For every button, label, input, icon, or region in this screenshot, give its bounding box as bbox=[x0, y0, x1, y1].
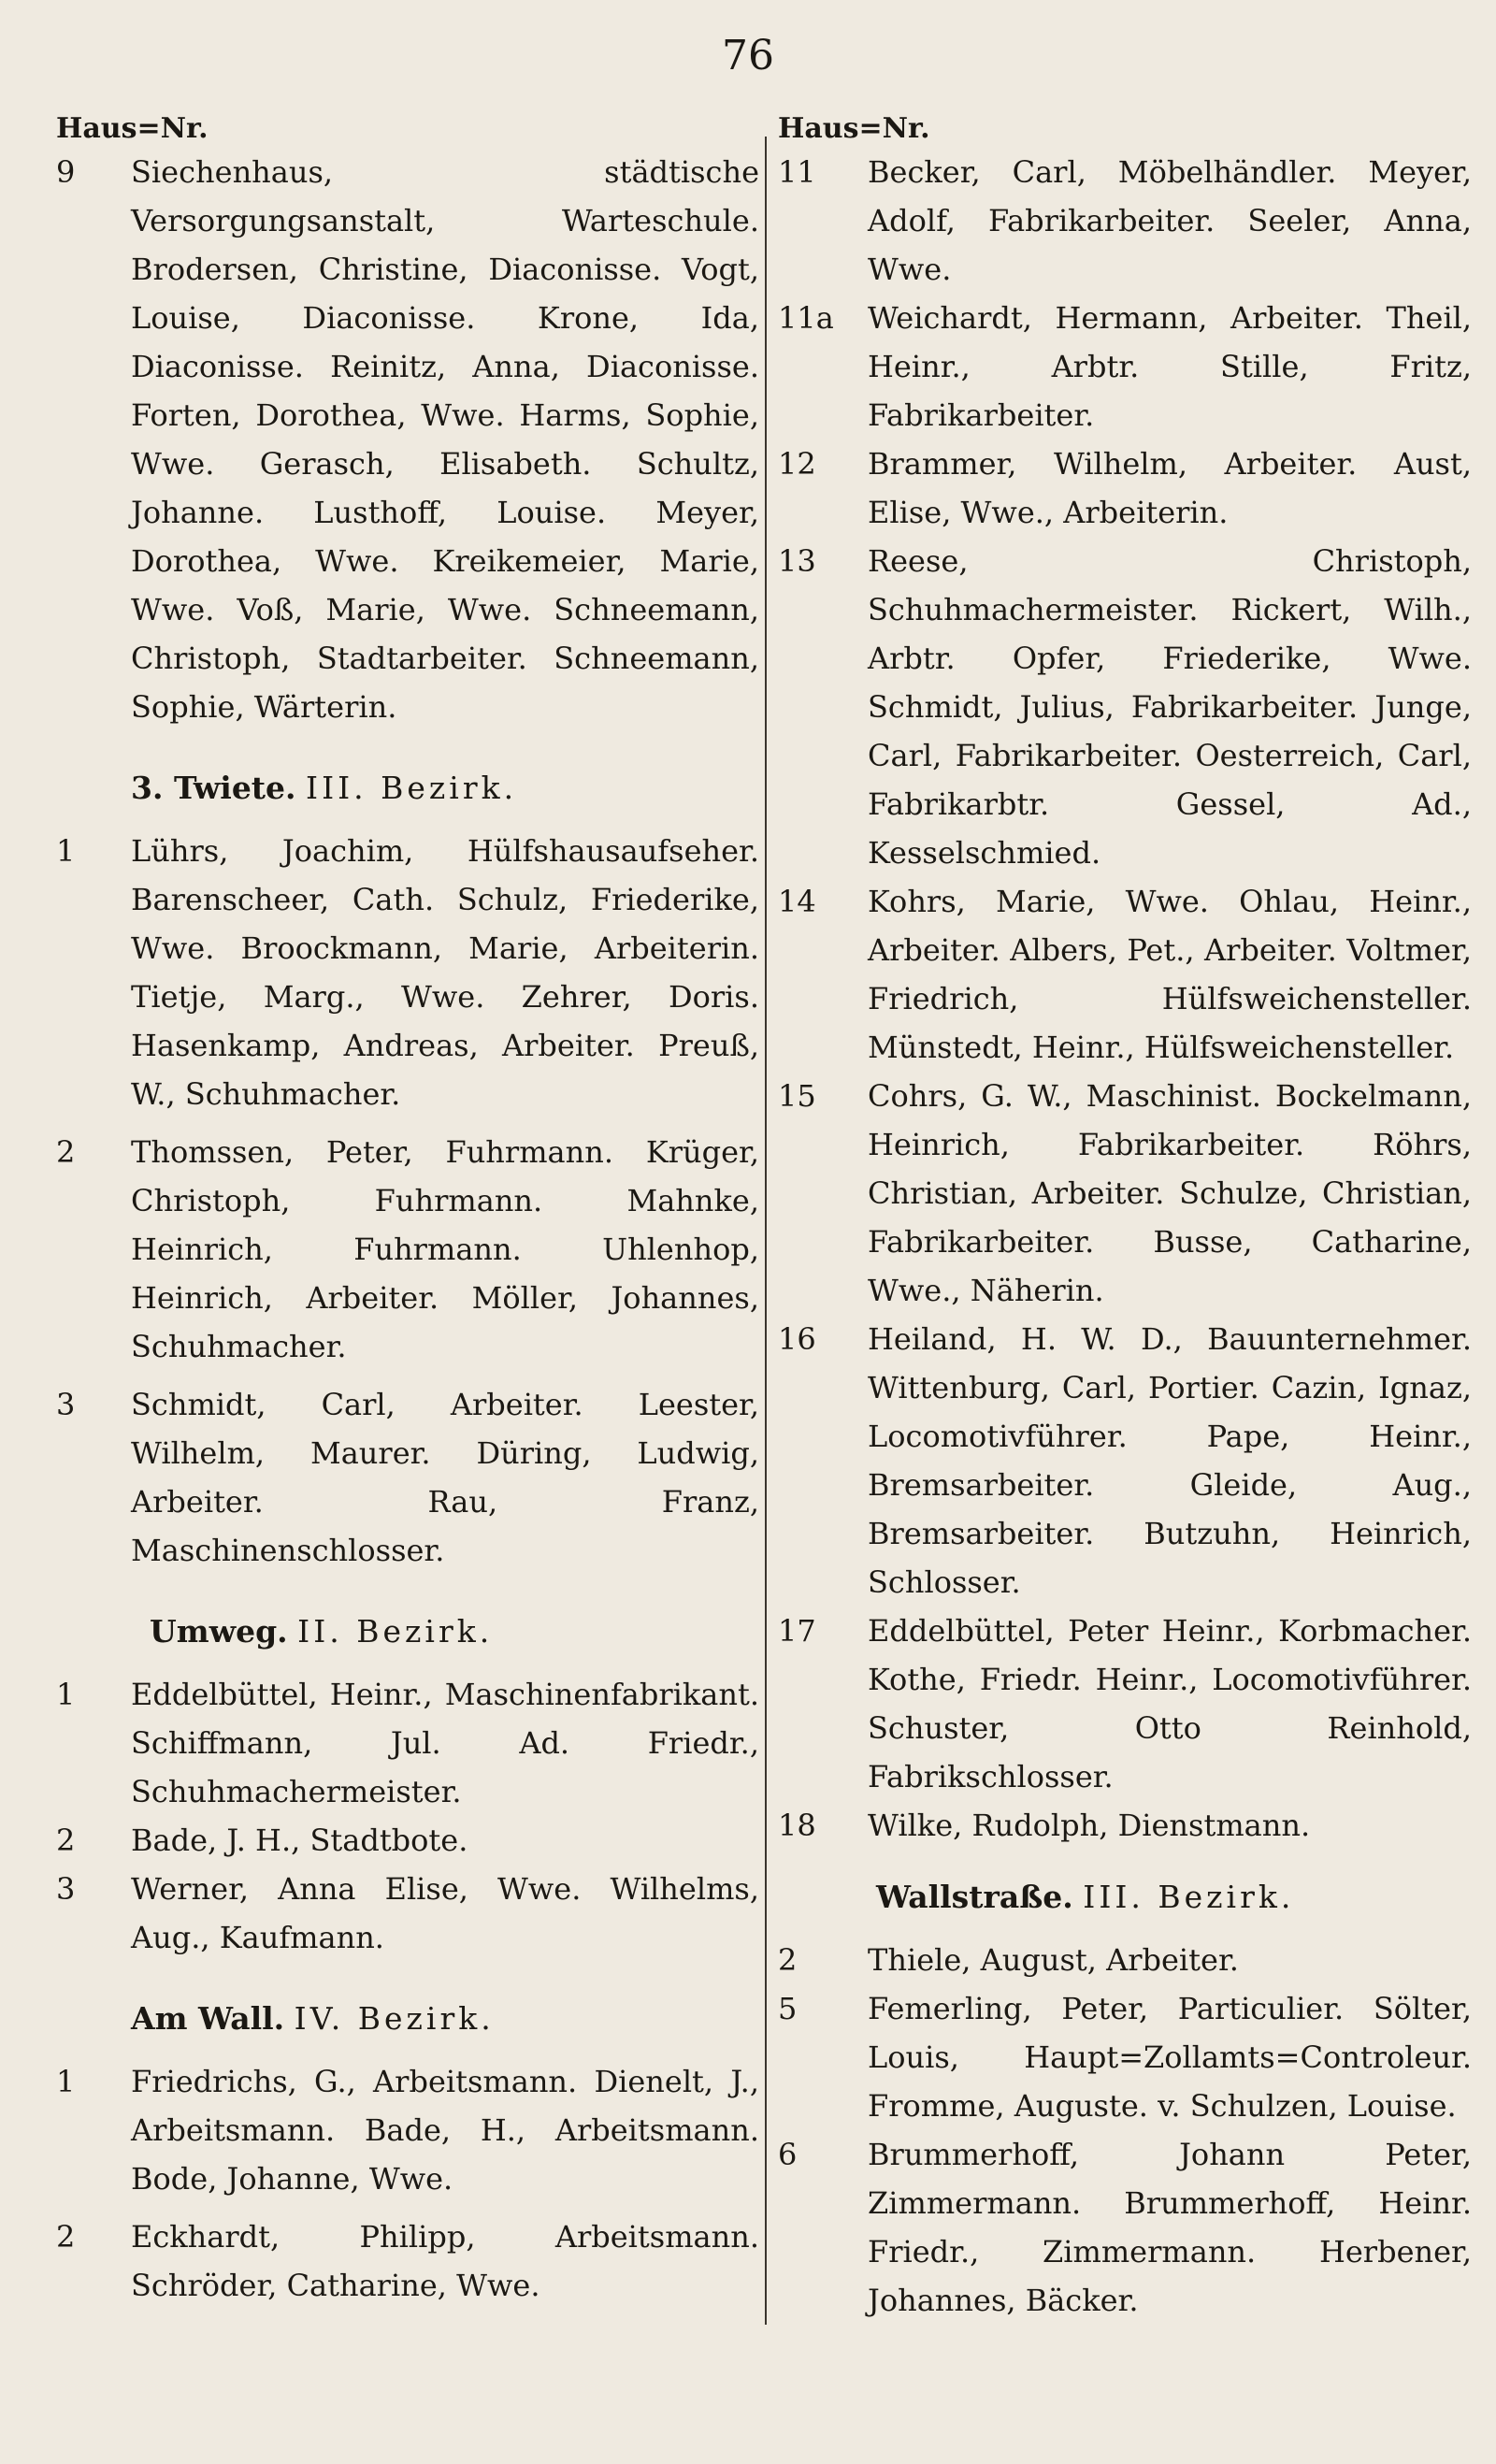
residents-text: Reese, Christoph, Schuhmachermeister. Rickert, Wilh., Arbtr. Opfer, Friederike, Wwe. Schmidt, Julius, Fabrikarbeiter. Junge, Carl, Fabrikarbeiter. Oesterreich, Carl, Fabrikarbtr. Gessel, Ad., Kesselschmied. bbox=[868, 543, 1472, 871]
house-number: 5 bbox=[778, 1991, 798, 2026]
district-label: II. Bezirk. bbox=[297, 1613, 494, 1650]
list-item bbox=[778, 1072, 1472, 1315]
street-heading bbox=[56, 763, 759, 814]
list-item bbox=[778, 877, 1472, 1072]
house-number: 11a bbox=[778, 300, 834, 336]
house-number: 2 bbox=[56, 1823, 76, 1858]
list-item bbox=[56, 1670, 759, 1816]
house-number: 2 bbox=[778, 1942, 798, 1978]
residents-text: Werner, Anna Elise, Wwe. Wilhelms, Aug., Kaufmann. bbox=[131, 1871, 759, 1955]
house-number: 15 bbox=[778, 1078, 816, 1114]
residents-text: Eddelbüttel, Peter Heinr., Korbmacher. Kothe, Friedr. Heinr., Locomotivführer. Schuster, Otto Reinhold, Fabrikschlosser. bbox=[868, 1613, 1472, 1794]
district-label: III. Bezirk. bbox=[306, 770, 518, 806]
residents-text: Lührs, Joachim, Hülfshausaufseher. Barenscheer, Cath. Schulz, Friederike, Wwe. Broockmann, Marie, Arbeiterin. Tietje, Marg., Wwe. Zehrer, Doris. Hasenkamp, Andreas, Arbeiter. Preuß, W., Schuhmacher. bbox=[131, 833, 759, 1112]
list-item bbox=[56, 1865, 759, 1962]
list-item bbox=[56, 2057, 759, 2203]
house-number: 1 bbox=[56, 1677, 76, 1712]
house-number: 1 bbox=[56, 833, 76, 869]
house-number: 1 bbox=[56, 2064, 76, 2099]
residents-text: Eckhardt, Philipp, Arbeitsmann. Schröder, Catharine, Wwe. bbox=[131, 2219, 759, 2303]
list-item bbox=[778, 294, 1472, 439]
house-number: 13 bbox=[778, 543, 816, 579]
residents-text: Femerling, Peter, Particulier. Sölter, Louis, Haupt=Zollamts=Controleur. Fromme, Auguste. v. Schulzen, Louise. bbox=[868, 1991, 1472, 2124]
street-name: 3. Twiete. bbox=[131, 770, 296, 806]
house-number: 17 bbox=[778, 1613, 816, 1649]
residents-text: Cohrs, G. W., Maschinist. Bockelmann, Heinrich, Fabrikarbeiter. Röhrs, Christian, Arbeiter. Schulze, Christian, Fabrikarbeiter. Busse, Catharine, Wwe., Näherin. bbox=[868, 1078, 1472, 1308]
street-heading bbox=[56, 1607, 759, 1657]
house-number: 14 bbox=[778, 884, 816, 919]
residents-text: Kohrs, Marie, Wwe. Ohlau, Heinr., Arbeiter. Albers, Pet., Arbeiter. Voltmer, Friedrich, Hülfsweichensteller. Münstedt, Heinr., Hülfsweichensteller. bbox=[868, 884, 1472, 1065]
street-heading bbox=[778, 1872, 1472, 1923]
house-number: 3 bbox=[56, 1871, 76, 1907]
house-number-header: Haus=Nr. bbox=[56, 112, 209, 145]
street-name: Wallstraße. bbox=[876, 1879, 1073, 1915]
house-number: 18 bbox=[778, 1808, 816, 1843]
list-item bbox=[778, 439, 1472, 537]
column-divider bbox=[765, 137, 767, 2325]
residents-text: Siechenhaus, städtische Versorgungsanstalt, Warteschule. Brodersen, Christine, Diaconisse. Vogt, Louise, Diaconisse. Krone, Ida, Diaconisse. Reinitz, Anna, Diaconisse. Forten, Dorothea, Wwe. Harms, Sophie, Wwe. Gerasch, Elisabeth. Schultz, Johanne. Lusthoff, Louise. Meyer, Dorothea, Wwe. Kreikemeier, Marie, Wwe. Voß, Marie, Wwe. Schneemann, Christoph, Stadtarbeiter. Schneemann, Sophie, Wärterin. bbox=[131, 154, 759, 725]
page-number: 76 bbox=[722, 32, 774, 79]
residents-text: Bade, J. H., Stadtbote. bbox=[131, 1823, 468, 1858]
house-number: 2 bbox=[56, 1134, 76, 1170]
list-item bbox=[778, 148, 1472, 294]
list-item bbox=[56, 1128, 759, 1371]
house-number: 6 bbox=[778, 2137, 798, 2172]
list-item bbox=[56, 148, 759, 731]
list-item bbox=[778, 1984, 1472, 2130]
house-number-header: Haus=Nr. bbox=[778, 112, 930, 145]
house-number: 2 bbox=[56, 2219, 76, 2255]
list-item bbox=[778, 1936, 1472, 1984]
residents-text: Thiele, August, Arbeiter. bbox=[868, 1942, 1239, 1978]
list-item bbox=[778, 537, 1472, 877]
street-name: Umweg. bbox=[150, 1613, 288, 1650]
residents-text: Brummerhoff, Johann Peter, Zimmermann. Brummerhoff, Heinr. Friedr., Zimmermann. Herbener, Johannes, Bäcker. bbox=[868, 2137, 1472, 2318]
residents-text: Thomssen, Peter, Fuhrmann. Krüger, Christoph, Fuhrmann. Mahnke, Heinrich, Fuhrmann. Uhlenhop, Heinrich, Arbeiter. Möller, Johannes, Schuhmacher. bbox=[131, 1134, 759, 1364]
list-item bbox=[56, 827, 759, 1118]
list-item bbox=[56, 1816, 759, 1865]
street-heading bbox=[56, 1994, 759, 2044]
district-label: III. Bezirk. bbox=[1083, 1879, 1295, 1915]
house-number: 3 bbox=[56, 1387, 76, 1422]
list-item bbox=[56, 2212, 759, 2310]
district-label: IV. Bezirk. bbox=[294, 2000, 495, 2037]
residents-text: Wilke, Rudolph, Dienstmann. bbox=[868, 1808, 1311, 1843]
list-item bbox=[778, 1801, 1472, 1850]
list-item bbox=[778, 2130, 1472, 2325]
list-item bbox=[778, 1607, 1472, 1801]
residents-text: Schmidt, Carl, Arbeiter. Leester, Wilhelm, Maurer. Düring, Ludwig, Arbeiter. Rau, Franz, Maschinenschlosser. bbox=[131, 1387, 759, 1568]
list-item bbox=[778, 1315, 1472, 1607]
right-column bbox=[778, 110, 1472, 2325]
house-number: 9 bbox=[56, 154, 76, 190]
house-number: 12 bbox=[778, 446, 816, 482]
residents-text: Brammer, Wilhelm, Arbeiter. Aust, Elise, Wwe., Arbeiterin. bbox=[868, 446, 1472, 530]
residents-text: Eddelbüttel, Heinr., Maschinenfabrikant. Schiffmann, Jul. Ad. Friedr., Schuhmachermeister. bbox=[131, 1677, 759, 1809]
residents-text: Heiland, H. W. D., Bauunternehmer. Wittenburg, Carl, Portier. Cazin, Ignaz, Locomotivführer. Pape, Heinr., Bremsarbeiter. Gleide, Aug., Bremsarbeiter. Butzuhn, Heinrich, Schlosser. bbox=[868, 1321, 1472, 1600]
left-column bbox=[56, 110, 759, 2310]
residents-text: Weichardt, Hermann, Arbeiter. Theil, Heinr., Arbtr. Stille, Fritz, Fabrikarbeiter. bbox=[868, 300, 1472, 433]
list-item bbox=[56, 1380, 759, 1575]
residents-text: Becker, Carl, Möbelhändler. Meyer, Adolf, Fabrikarbeiter. Seeler, Anna, Wwe. bbox=[868, 154, 1472, 287]
house-number: 11 bbox=[778, 154, 816, 190]
house-number: 16 bbox=[778, 1321, 816, 1357]
street-name: Am Wall. bbox=[131, 2000, 285, 2037]
residents-text: Friedrichs, G., Arbeitsmann. Dienelt, J., Arbeitsmann. Bade, H., Arbeitsmann. Bode, Johanne, Wwe. bbox=[131, 2064, 759, 2197]
